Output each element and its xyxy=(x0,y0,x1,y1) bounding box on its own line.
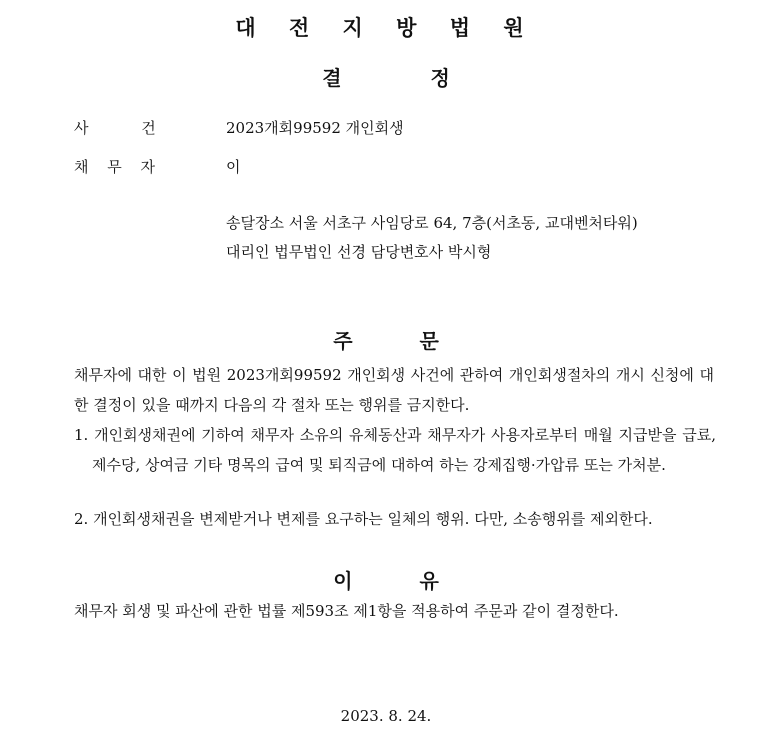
service-address: 송달장소 서울 서초구 사임당로 64, 7층(서초동, 교대벤처타워) xyxy=(226,214,638,232)
decision-date: 2023. 8. 24. xyxy=(340,707,432,725)
case-label: 사 건 xyxy=(74,119,156,137)
order-heading: 주 문 xyxy=(333,329,439,353)
court-name: 대 전 지 방 법 원 xyxy=(235,16,537,40)
reason-heading: 이 유 xyxy=(333,569,439,593)
order-intro: 채무자에 대한 이 법원 2023개회99592 개인회생 사건에 관하여 개인회생절차의 개시 신청에 대한 결정이 있을 때까지 다음의 각 절차 또는 행위를 금지한다. xyxy=(74,366,714,414)
order-item-1: 1. 개인회생채권에 기하여 채무자 소유의 유체동산과 채무자가 사용자로부터 매월 지급받을 급료, 제수당, 상여금 기타 명목의 급여 및 퇴직금에 대하여 하는 강제집행·가압류 또는 가처분. xyxy=(74,426,716,474)
debtor-value: 이 xyxy=(226,158,241,176)
case-value: 2023개회99592 개인회생 xyxy=(226,119,404,137)
document-title: 결 정 xyxy=(322,66,450,90)
reason-text: 채무자 회생 및 파산에 관한 법률 제593조 제1항을 적용하여 주문과 같이 결정한다. xyxy=(74,602,619,620)
order-item-2: 2. 개인회생채권을 변제받거나 변제를 요구하는 일체의 행위. 다만, 소송행위를 제외한다. xyxy=(74,510,653,528)
legal-agent: 대리인 법무법인 선경 담당변호사 박시형 xyxy=(226,243,492,261)
debtor-label: 채 무 자 xyxy=(74,158,156,176)
